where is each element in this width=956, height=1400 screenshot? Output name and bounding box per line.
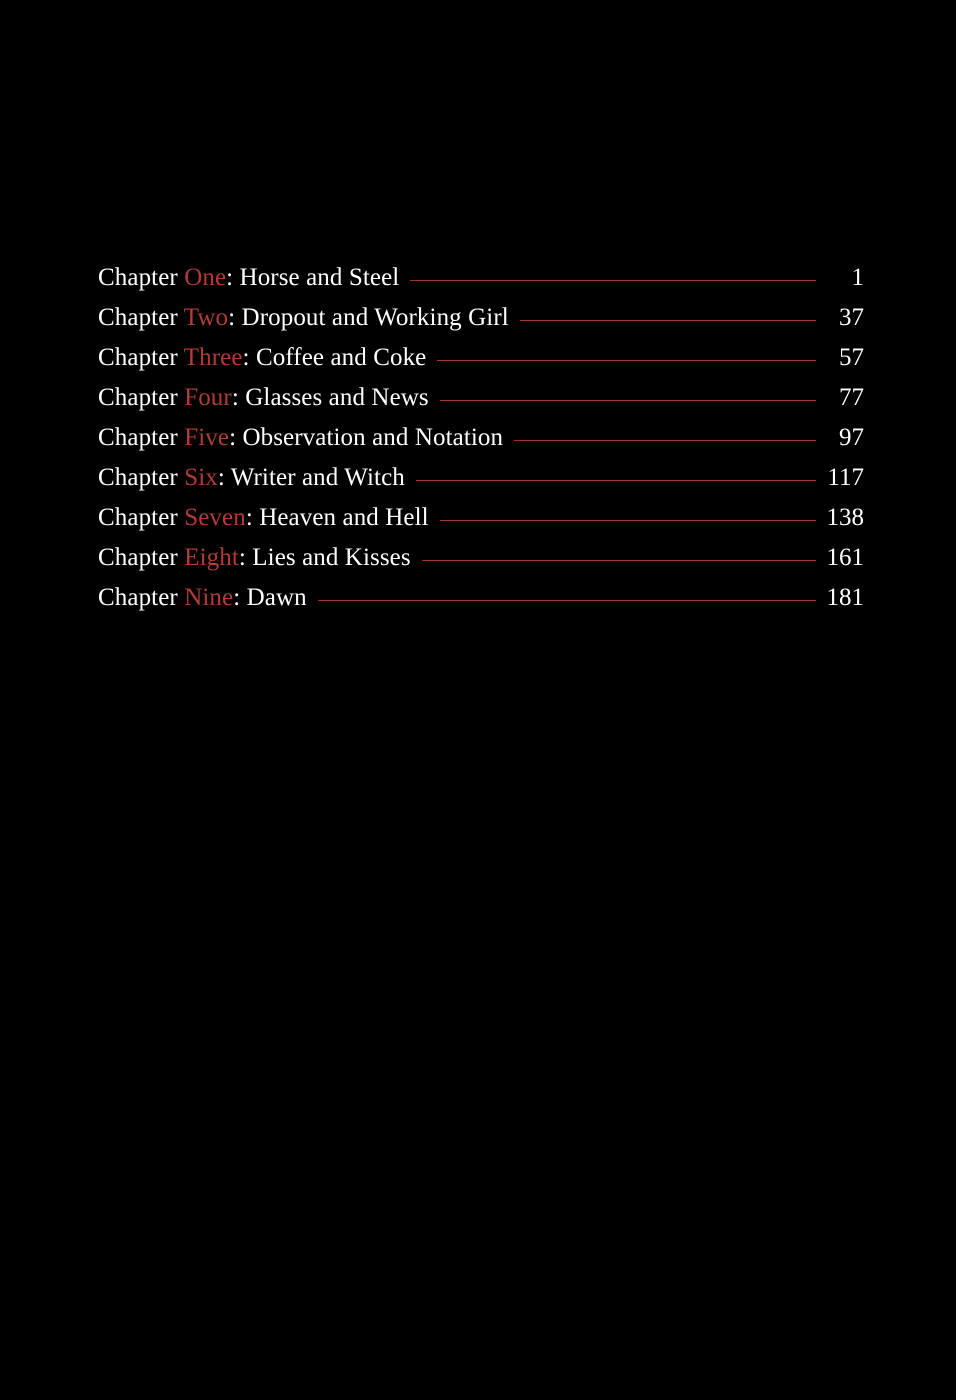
chapter-number: Six xyxy=(184,464,218,491)
chapter-title xyxy=(98,544,411,572)
chapter-title xyxy=(98,584,307,612)
page-number: 77 xyxy=(839,384,864,411)
chapter-title xyxy=(98,464,405,492)
chapter-number: Nine xyxy=(184,584,234,611)
chapter-number: One xyxy=(184,264,227,291)
chapter-subtitle: : Heaven and Hell xyxy=(245,504,429,531)
dotted-leader xyxy=(318,600,816,601)
toc-entry[interactable] xyxy=(98,378,864,418)
chapter-number: Seven xyxy=(184,504,246,531)
chapter-title xyxy=(98,384,429,412)
chapter-subtitle: : Horse and Steel xyxy=(226,264,400,291)
page-number: 37 xyxy=(839,304,864,331)
chapter-subtitle: : Observation and Notation xyxy=(229,424,504,451)
dotted-leader xyxy=(410,280,816,281)
chapter-subtitle: : Dawn xyxy=(233,584,307,611)
dotted-leader xyxy=(520,320,816,321)
chapter-number: Three xyxy=(183,344,243,371)
chapter-subtitle: : Dropout and Working Girl xyxy=(228,304,509,331)
chapter-title xyxy=(98,424,503,452)
dotted-leader xyxy=(416,480,816,481)
dotted-leader xyxy=(422,560,816,561)
chapter-number: Eight xyxy=(184,544,239,571)
toc-entry[interactable] xyxy=(98,458,864,498)
toc-entry[interactable] xyxy=(98,258,864,298)
chapter-title xyxy=(98,304,509,332)
toc-entry[interactable] xyxy=(98,418,864,458)
chapter-prefix: Chapter xyxy=(98,384,185,411)
chapter-subtitle: : Coffee and Coke xyxy=(242,344,427,371)
page-number: 117 xyxy=(827,464,864,491)
page-number: 181 xyxy=(826,584,864,611)
dotted-leader xyxy=(514,440,816,441)
chapter-number: Five xyxy=(184,424,230,451)
chapter-title xyxy=(98,264,399,292)
chapter-number: Four xyxy=(184,384,232,411)
toc-entry[interactable] xyxy=(98,298,864,338)
page-number: 57 xyxy=(839,344,864,371)
table-of-contents xyxy=(98,258,864,618)
page-number: 161 xyxy=(826,544,864,571)
chapter-title xyxy=(98,344,426,372)
page-number: 138 xyxy=(826,504,864,531)
chapter-prefix: Chapter xyxy=(98,304,184,331)
chapter-prefix: Chapter xyxy=(98,584,185,611)
dotted-leader xyxy=(440,400,816,401)
chapter-prefix: Chapter xyxy=(98,264,185,291)
chapter-prefix: Chapter xyxy=(98,424,185,451)
chapter-title xyxy=(98,504,429,532)
chapter-subtitle: : Glasses and News xyxy=(231,384,429,411)
toc-entry[interactable] xyxy=(98,578,864,618)
chapter-prefix: Chapter xyxy=(98,344,184,371)
chapter-subtitle: : Writer and Witch xyxy=(217,464,405,491)
chapter-subtitle: : Lies and Kisses xyxy=(238,544,411,571)
page-number: 97 xyxy=(839,424,864,451)
dotted-leader xyxy=(440,520,816,521)
chapter-prefix: Chapter xyxy=(98,464,185,491)
chapter-number: Two xyxy=(183,304,229,331)
toc-entry[interactable] xyxy=(98,338,864,378)
toc-entry[interactable] xyxy=(98,498,864,538)
toc-entry[interactable] xyxy=(98,538,864,578)
chapter-prefix: Chapter xyxy=(98,544,185,571)
chapter-prefix: Chapter xyxy=(98,504,185,531)
dotted-leader xyxy=(437,360,816,361)
page-number: 1 xyxy=(851,264,864,291)
